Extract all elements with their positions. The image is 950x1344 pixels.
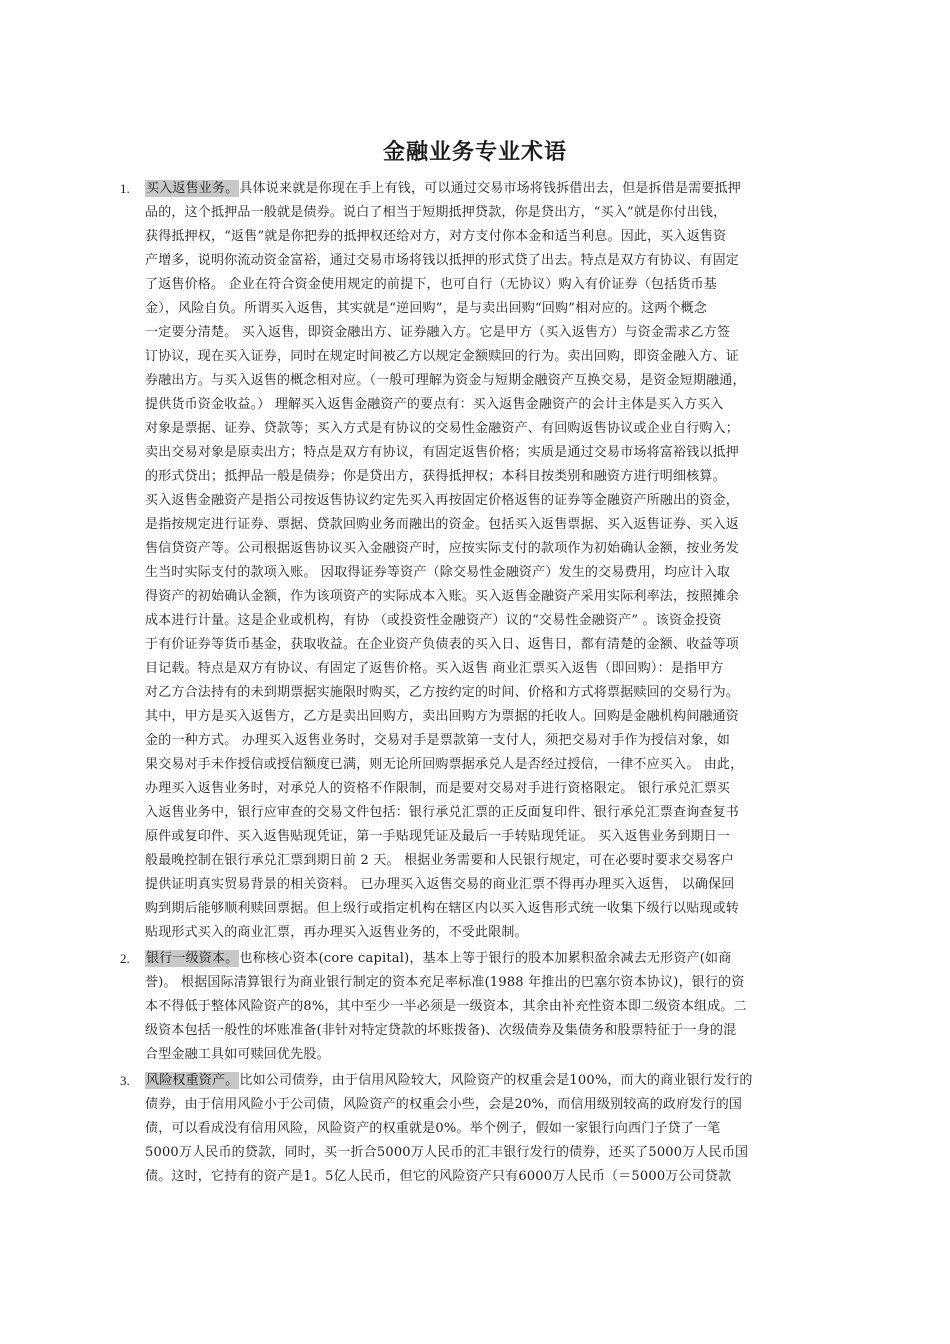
term-text-line: 般最晚控制在银行承兑汇票到期日前 2 天。 根据业务需要和人民银行规定，可在必要时要求交易客户 [145, 853, 735, 868]
term-text-line: 于有价证券等货币基金，获取收益。在企业资产负债表的买入日、返售日，都有清楚的金额、收益等项 [145, 637, 740, 652]
term-body [145, 177, 805, 945]
term-number: 1. [120, 181, 130, 196]
term-text-line: 的形式贷出；抵押品一般是债券；你是贷出方，获得抵押权；本科目按类别和融资方进行明细核算。 [145, 469, 726, 484]
term-text-line: 债。这时，它持有的资产是1。5亿人民币，但它的风险资产只有6000万人民币（＝5000万公司贷款 [145, 1169, 732, 1184]
term-name-highlight: 风险权重资产。 [146, 1073, 239, 1088]
term-text-line: 生当时实际支付的款项入账。 因取得证券等资产（除交易性金融资产）发生的交易费用，均应计入取 [145, 565, 731, 580]
term-text-line: 券融出方。与买入返售的概念相对应。（一般可理解为资金与短期金融资产互换交易，是资金短期融通， [145, 373, 746, 388]
term-first-line-text: 具体说来就是你现在手上有钱，可以通过交易市场将钱拆借出去，但是拆借是需要抵押 [239, 181, 742, 196]
term-text-line: 合型金融工具如可赎回优先股。 [145, 1047, 330, 1062]
term-first-line [145, 947, 805, 971]
term-text-line: 债，可以看成没有信用风险，风险资产的权重就是0%。举个例子，假如一家银行向西门子贷了一笔 [145, 1121, 721, 1136]
term-text-line: 提供证明真实贸易背景的相关资料。 已办理买入返售交易的商业汇票不得再办理买入返售， 以确保回 [145, 877, 735, 892]
term-text-line: 原件或复印件、买入返售贴现凭证，第一手贴现凭证及最后一手转贴现凭证。 买入返售业务到期日一 [145, 829, 731, 844]
term-text-line: 办理买入返售业务时，对承兑人的资格不作限制，而是要对交易对手进行资格限定。 银行承兑汇票买 [145, 781, 731, 796]
document-title: 金融业务专业术语 [382, 139, 567, 165]
term-text-line: 购到期后能够顺利赎回票据。但上级行或指定机构在辖区内以买入返售形式统一收集下级行以贴现或转 [145, 901, 740, 916]
term-name-highlight: 买入返售业务。 [146, 181, 239, 196]
term-text-line: 对象是票据、证券、贷款等；买入方式是有协议的交易性金融资产、有回购返售协议或企业自行购入； [145, 421, 740, 436]
term-first-line [145, 1069, 805, 1093]
term-text-line: 买入返售金融资产是指公司按返售协议约定先买入再按固定价格返售的证券等金融资产所融出的资金， [145, 493, 740, 508]
term-text-line: 入返售业务中，银行应审查的交易文件包括：银行承兑汇票的正反面复印件、银行承兑汇票查询查复书 [145, 805, 740, 820]
term-item [0, 1069, 950, 1189]
term-item [0, 947, 950, 1067]
term-text-line: 5000万人民币的贷款，同时，买一折合5000万人民币的汇丰银行发行的债券，还买了5000万人民币国 [145, 1145, 749, 1160]
term-number: 2. [120, 951, 130, 966]
term-text-line: 成本进行计量。这是企业或机构，有协 （或投资性金融资产）议的“交易性金融资产” 。该资金投资 [145, 613, 722, 628]
term-list [0, 177, 950, 1191]
term-text-line: 金），风险自负。所谓买入返售，其实就是“逆回购”，是与卖出回购“回购”相对应的。这两个概念 [145, 301, 708, 316]
term-body [145, 947, 805, 1067]
term-text-line: 其中，甲方是买入返售方，乙方是卖出回购方，卖出回购方为票据的托收人。回购是金融机构间融通资 [145, 709, 740, 724]
term-first-line [145, 177, 805, 201]
term-text-line: 得资产的初始确认金额，作为该项资产的实际成本入账。买入返售金融资产采用实际利率法，按照摊余 [145, 589, 740, 604]
term-text-line: 债券，由于信用风险小于公司债，风险资产的权重会小些，会是20%，而信用级别较高的政府发行的国 [145, 1097, 743, 1112]
term-text-line: 品的，这个抵押品一般就是债券。说白了相当于短期抵押贷款，你是贷出方，“买入”就是你付出钱， [145, 205, 727, 220]
term-text-line: 果交易对手未作授信或授信额度已满，则无论所回购票据承兑人是否经过授信，一律不应买入。 由此， [145, 757, 744, 772]
term-number: 3. [120, 1073, 130, 1088]
term-text-line: 对乙方合法持有的未到期票据实施限时购买，乙方按约定的时间、价格和方式将票据赎回的交易行为。 [145, 685, 740, 700]
term-body [145, 1069, 805, 1189]
term-item [0, 177, 950, 945]
term-text-line: 是指按规定进行证券、票据、贷款回购业务而融出的资金。包括买入返售票据、买入返售证券、买入返 [145, 517, 740, 532]
term-text-line: 提供货币资金收益。） 理解买入返售金融资产的要点有：买入返售金融资产的会计主体是买入方买入 [145, 397, 724, 412]
term-text-line: 了返售价格。 企业在符合资金使用规定的前提下，也可自行（无协议）购入有价证券（包括货币基 [145, 277, 717, 292]
term-text-line: 订协议，现在买入证券，同时在规定时间被乙方以规定金额赎回的行为。卖出回购，即资金融入方、证 [145, 349, 740, 364]
term-text-line: 产增多，说明你流动资金富裕，通过交易市场将钱以抵押的形式贷了出去。特点是双方有协议、有固定 [145, 253, 740, 268]
term-text-line: 贴现形式买入的商业汇票，再办理买入返售业务的，不受此限制。 [145, 925, 528, 940]
term-first-line-text: 比如公司债券，由于信用风险较大，风险资产的权重会是100%，而大的商业银行发行的 [239, 1073, 753, 1088]
term-text-line: 本不得低于整体风险资产的8%，其中至少一半必须是一级资本，其余由补充性资本即二级资本组成。二 [145, 999, 747, 1014]
term-first-line-text: 也称核心资本(core capital)，基本上等于银行的股本加累积盈余减去无形资产(如商 [239, 951, 732, 966]
term-text-line: 誉)。 根据国际清算银行为商业银行制定的资本充足率标准(1988 年推出的巴塞尔资本协议)，银行的资 [145, 975, 745, 990]
term-name-highlight: 银行一级资本。 [146, 951, 239, 966]
term-text-line: 目记载。特点是双方有协议、有固定了返售价格。买入返售 商业汇票买入返售（即回购）：是指甲方 [145, 661, 724, 676]
term-text-line: 一定要分清楚。 买入返售，即资金融出方、证券融入方。它是甲方（买入返售方）与资金需求乙方签 [145, 325, 731, 340]
term-text-line: 金的一种方式。 办理买入返售业务时，交易对手是票款第一支付人，须把交易对手作为授信对象，如 [145, 733, 731, 748]
term-text-line: 售信贷资产等。公司根据返售协议买入金融资产时，应按实际支付的款项作为初始确认金额，按业务发 [145, 541, 740, 556]
term-text-line: 卖出交易对象是原卖出方；特点是双方有协议，有固定返售价格；实质是通过交易市场将富裕钱以抵押 [145, 445, 740, 460]
term-text-line: 获得抵押权，“返售”就是你把券的抵押权还给对方，对方支付你本金和适当利息。因此，买入返售资 [145, 229, 727, 244]
term-text-line: 级资本包括一般性的坏账准备(非针对特定贷款的坏账拨备)、次级债券及集债务和股票特征于一身的混 [145, 1023, 737, 1038]
